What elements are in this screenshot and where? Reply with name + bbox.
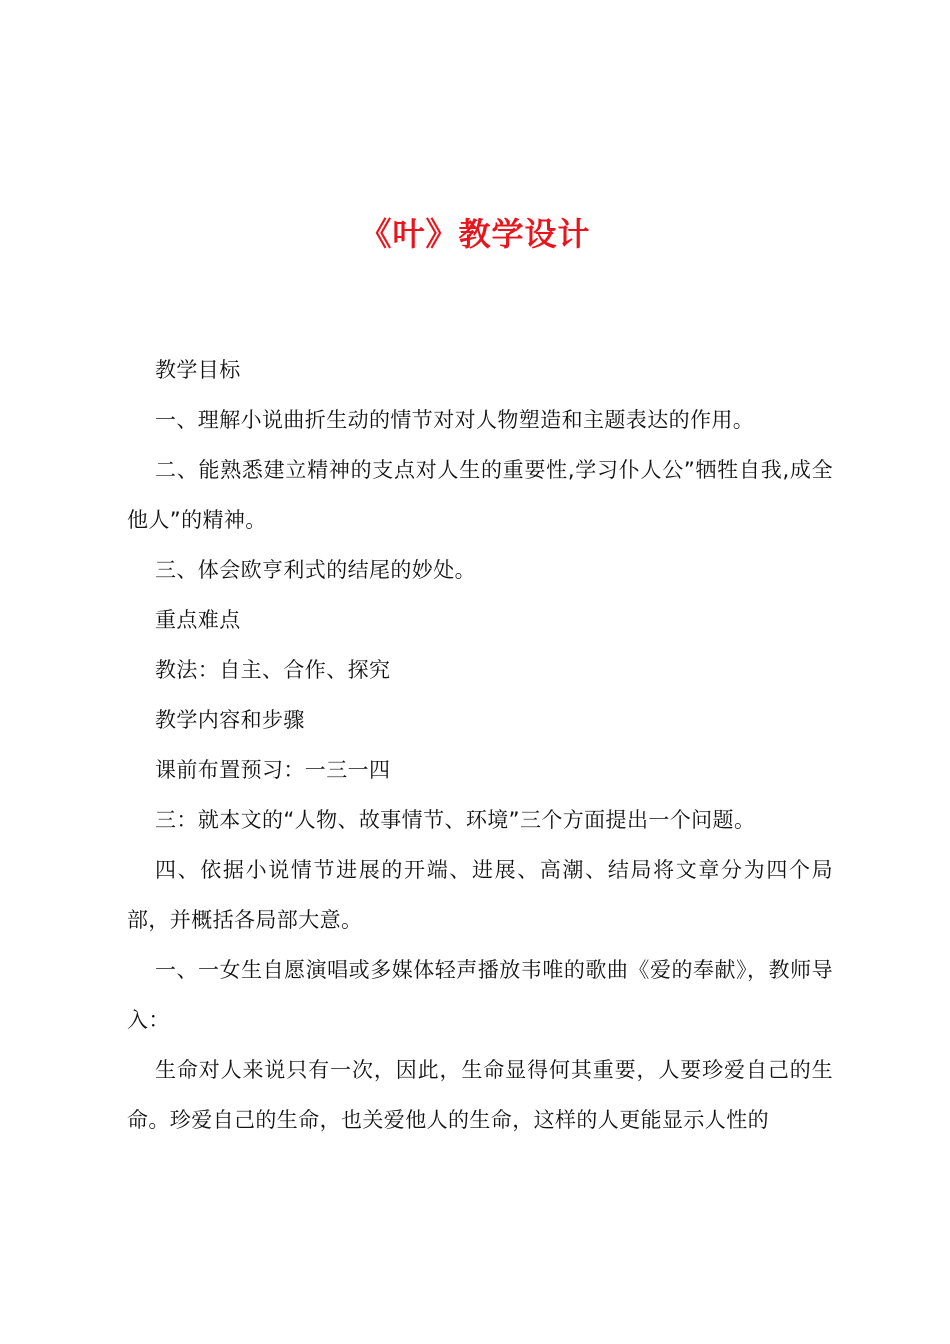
paragraph-objective-1: 一、理解小说曲折生动的情节对对人物塑造和主题表达的作用。	[155, 408, 755, 432]
paragraph-objective-2: 二、能熟悉建立精神的支点对人生的重要性,学习仆人公”牺牲自我,成全他人”的精神。	[127, 458, 833, 532]
paragraph-preview-item-3: 三：就本文的“人物、故事情节、环境”三个方面提出一个问题。	[155, 808, 756, 832]
paragraph-heading-objectives: 教学目标	[155, 358, 241, 382]
paragraph-preview-item-4: 四、依据小说情节进展的开端、进展、高潮、结局将文章分为四个局部，并概括各局部大意。	[127, 858, 833, 932]
paragraph-heading-key-points: 重点难点	[155, 608, 241, 632]
document-title: 《叶》教学设计	[359, 215, 591, 253]
paragraph-preview-assignment: 课前布置预习：一三一四	[155, 758, 391, 782]
paragraph-step-1-intro: 一、一女生自愿演唱或多媒体轻声播放韦唯的歌曲《爱的奉献》，教师导入：	[127, 958, 833, 1032]
paragraph-teaching-method: 教法：自主、合作、探究	[155, 658, 391, 682]
paragraph-heading-content-steps: 教学内容和步骤	[155, 708, 305, 732]
document-body	[127, 345, 833, 1145]
paragraph-teacher-speech: 生命对人来说只有一次，因此，生命显得何其重要，人要珍爱自己的生命。珍爱自己的生命，也关爱他人的生命，这样的人更能显示人性的	[127, 1058, 833, 1132]
paragraph-objective-3: 三、体会欧亨利式的结尾的妙处。	[155, 558, 476, 582]
